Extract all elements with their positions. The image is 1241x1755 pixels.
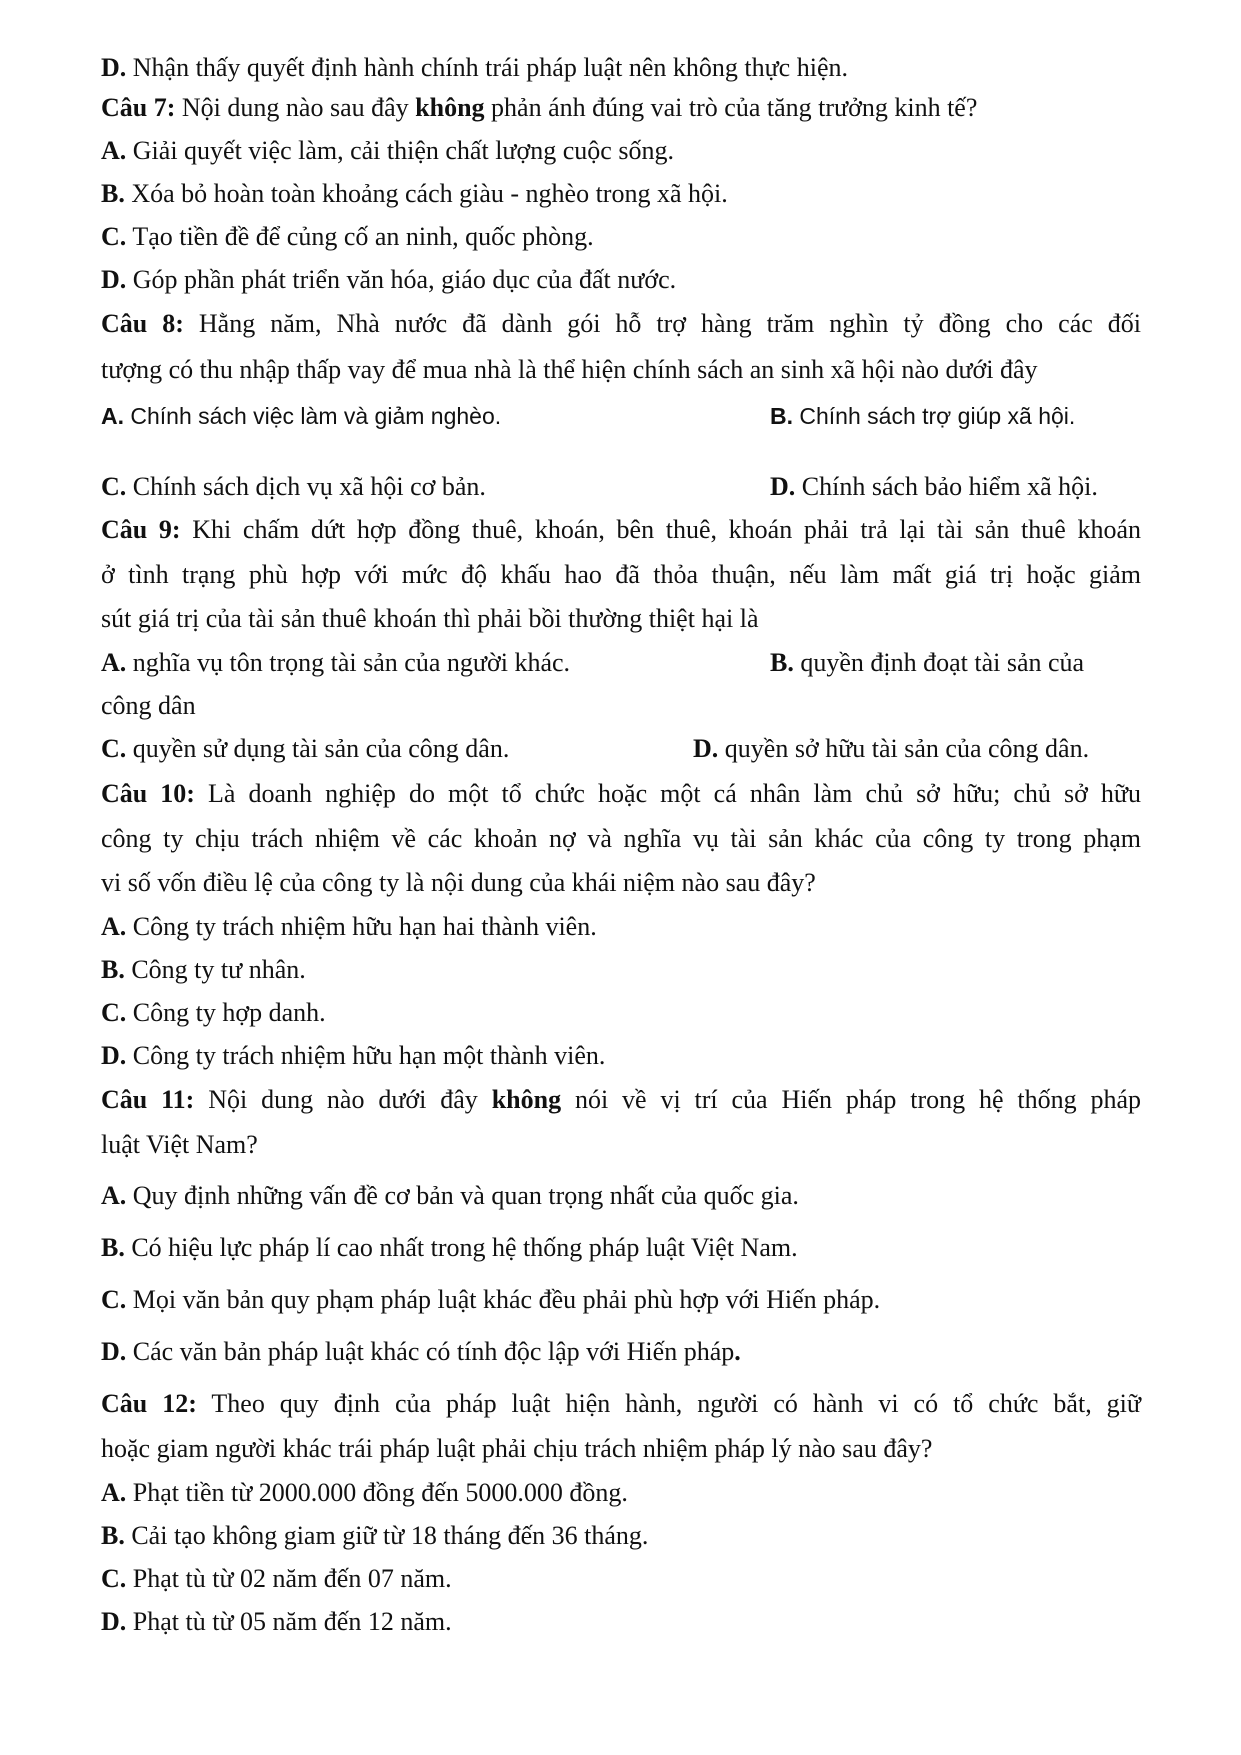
option-text: Xóa bỏ hoàn toàn khoảng cách giàu - nghèo trong xã hội. <box>131 179 728 208</box>
q8-option-a <box>101 401 501 431</box>
stem-text: Nội dung nào sau đây <box>181 93 409 122</box>
option-text: Phạt tù từ 05 năm đến 12 năm. <box>132 1607 452 1636</box>
emphasis-word: không <box>491 1085 562 1114</box>
option-text: Các văn bản pháp luật khác có tính độc lập với Hiến pháp <box>132 1337 735 1366</box>
option-label: B. <box>770 403 793 429</box>
option-text: quyền sở hữu tài sản của công dân. <box>724 734 1090 763</box>
question-number: Câu 11: <box>101 1085 195 1114</box>
q9-stem-line2 <box>101 560 1141 590</box>
q7-option-d <box>101 265 676 295</box>
option-label: C. <box>101 222 127 251</box>
q10-option-b <box>101 955 306 985</box>
option-text: Công ty trách nhiệm hữu hạn một thành viên. <box>132 1041 606 1070</box>
q7-option-c <box>101 222 594 252</box>
option-text: Công ty tư nhân. <box>131 955 306 984</box>
q12-option-b <box>101 1521 648 1551</box>
q10-option-c <box>101 998 326 1028</box>
option-label: C. <box>101 1564 127 1593</box>
stem-text: Khi chấm dứt hợp đồng thuê, khoán, bên thuê, khoán phải trả lại tài sản thuê khoán <box>192 515 1141 544</box>
option-text: Quy định những vấn đề cơ bản và quan trọng nhất của quốc gia. <box>132 1181 799 1210</box>
q9-stem-line1 <box>101 515 1141 545</box>
q8-option-c <box>101 472 486 502</box>
option-text: Mọi văn bản quy phạm pháp luật khác đều phải phù hợp với Hiến pháp. <box>132 1285 881 1314</box>
option-text: công dân <box>101 691 196 720</box>
stem-text: tượng có thu nhập thấp vay để mua nhà là thể hiện chính sách an sinh xã hội nào dưới đây <box>101 355 1038 384</box>
q10-stem-line2 <box>101 824 1141 854</box>
q7-stem <box>101 93 977 123</box>
stem-text: Nội dung nào dưới đây <box>208 1085 478 1114</box>
q9-option-b-continued <box>101 691 196 721</box>
option-label: D. <box>101 1607 127 1636</box>
option-text: Nhận thấy quyết định hành chính trái pháp luật nên không thực hiện. <box>132 53 848 82</box>
q10-option-a <box>101 912 597 942</box>
option-text: Chính sách dịch vụ xã hội cơ bản. <box>132 472 486 501</box>
q10-stem-line1 <box>101 779 1141 809</box>
option-label: C. <box>101 1285 127 1314</box>
option-text: quyền định đoạt tài sản của <box>800 648 1085 677</box>
option-text: Công ty hợp danh. <box>132 998 326 1027</box>
option-label: A. <box>101 403 124 429</box>
emphasis-word: không <box>415 93 485 122</box>
option-text: Chính sách bảo hiểm xã hội. <box>801 472 1098 501</box>
stem-text: Theo quy định của pháp luật hiện hành, người có hành vi có tổ chức bắt, giữ <box>211 1389 1141 1418</box>
option-label: C. <box>101 472 127 501</box>
q9-option-c <box>101 734 509 764</box>
stem-text: ở tình trạng phù hợp với mức độ khấu hao đã thỏa thuận, nếu làm mất giá trị hoặc giảm <box>101 560 1141 589</box>
option-text: Cải tạo không giam giữ từ 18 tháng đến 36 tháng. <box>131 1521 649 1550</box>
option-label: A. <box>101 1478 127 1507</box>
q11-option-d <box>101 1337 741 1367</box>
option-label: B. <box>101 179 125 208</box>
stem-text: sút giá trị của tài sản thuê khoán thì phải bồi thường thiệt hại là <box>101 604 759 633</box>
option-label: D. <box>101 53 127 82</box>
stem-text: phản ánh đúng vai trò của tăng trưởng kinh tế? <box>491 93 978 122</box>
q7-option-b <box>101 179 728 209</box>
q8-option-d <box>770 472 1098 502</box>
option-tail: . <box>734 1337 741 1366</box>
option-label: B. <box>770 648 794 677</box>
q8-stem-line1 <box>101 309 1141 339</box>
option-text: Có hiệu lực pháp lí cao nhất trong hệ thống pháp luật Việt Nam. <box>131 1233 798 1262</box>
option-label: B. <box>101 1233 125 1262</box>
q6-option-d <box>101 53 848 83</box>
option-text: Phạt tù từ 02 năm đến 07 năm. <box>132 1564 452 1593</box>
stem-text: Hằng năm, Nhà nước đã dành gói hỗ trợ hàng trăm nghìn tỷ đồng cho các đối <box>198 309 1141 338</box>
question-number: Câu 8: <box>101 309 184 338</box>
option-text: Phạt tiền từ 2000.000 đồng đến 5000.000 đồng. <box>132 1478 628 1507</box>
q9-option-a <box>101 648 570 678</box>
q12-option-d <box>101 1607 452 1637</box>
option-text: quyền sử dụng tài sản của công dân. <box>132 734 510 763</box>
q11-option-c <box>101 1285 880 1315</box>
option-label: D. <box>101 1041 127 1070</box>
stem-text: công ty chịu trách nhiệm về các khoản nợ và nghĩa vụ tài sản khác của công ty trong phạm <box>101 824 1141 853</box>
option-label: C. <box>101 998 127 1027</box>
option-text: Chính sách việc làm và giảm nghèo. <box>130 403 502 429</box>
q9-stem-line3 <box>101 604 758 634</box>
option-label: D. <box>693 734 719 763</box>
q8-option-b <box>770 401 1075 431</box>
option-label: A. <box>101 648 127 677</box>
option-text: Góp phần phát triển văn hóa, giáo dục của đất nước. <box>132 265 677 294</box>
option-label: C. <box>101 734 127 763</box>
option-label: A. <box>101 1181 127 1210</box>
question-number: Câu 7: <box>101 93 176 122</box>
q7-option-a <box>101 136 674 166</box>
q11-option-b <box>101 1233 798 1263</box>
q9-option-b <box>770 648 1084 678</box>
option-label: B. <box>101 955 125 984</box>
q9-option-d <box>693 734 1089 764</box>
q12-option-c <box>101 1564 452 1594</box>
option-label: D. <box>101 1337 127 1366</box>
q8-stem-line2 <box>101 355 1038 385</box>
option-label: A. <box>101 912 127 941</box>
q12-stem-line1 <box>101 1389 1141 1419</box>
option-label: B. <box>101 1521 125 1550</box>
question-number: Câu 9: <box>101 515 181 544</box>
option-text: Công ty trách nhiệm hữu hạn hai thành viên. <box>132 912 597 941</box>
option-text: Tạo tiền đề để củng cố an ninh, quốc phòng. <box>132 222 594 251</box>
option-text: Chính sách trợ giúp xã hội. <box>799 403 1076 429</box>
question-number: Câu 12: <box>101 1389 197 1418</box>
stem-text: Là doanh nghiệp do một tổ chức hoặc một cá nhân làm chủ sở hữu; chủ sở hữu <box>208 779 1141 808</box>
option-label: A. <box>101 136 127 165</box>
q11-stem-line1 <box>101 1085 1141 1115</box>
option-text: nghĩa vụ tôn trọng tài sản của người khác. <box>132 648 571 677</box>
q10-stem-line3 <box>101 868 816 898</box>
option-label: D. <box>770 472 796 501</box>
q11-stem-line2 <box>101 1130 258 1160</box>
q12-stem-line2 <box>101 1434 932 1464</box>
option-text: Giải quyết việc làm, cải thiện chất lượng cuộc sống. <box>132 136 674 165</box>
option-label: D. <box>101 265 127 294</box>
q11-option-a <box>101 1181 799 1211</box>
stem-text: hoặc giam người khác trái pháp luật phải chịu trách nhiệm pháp lý nào sau đây? <box>101 1434 933 1463</box>
stem-text: luật Việt Nam? <box>101 1130 258 1159</box>
stem-text: nói về vị trí của Hiến pháp trong hệ thống pháp <box>574 1085 1142 1114</box>
question-number: Câu 10: <box>101 779 195 808</box>
stem-text: vi số vốn điều lệ của công ty là nội dung của khái niệm nào sau đây? <box>101 868 816 897</box>
q10-option-d <box>101 1041 605 1071</box>
q12-option-a <box>101 1478 628 1508</box>
